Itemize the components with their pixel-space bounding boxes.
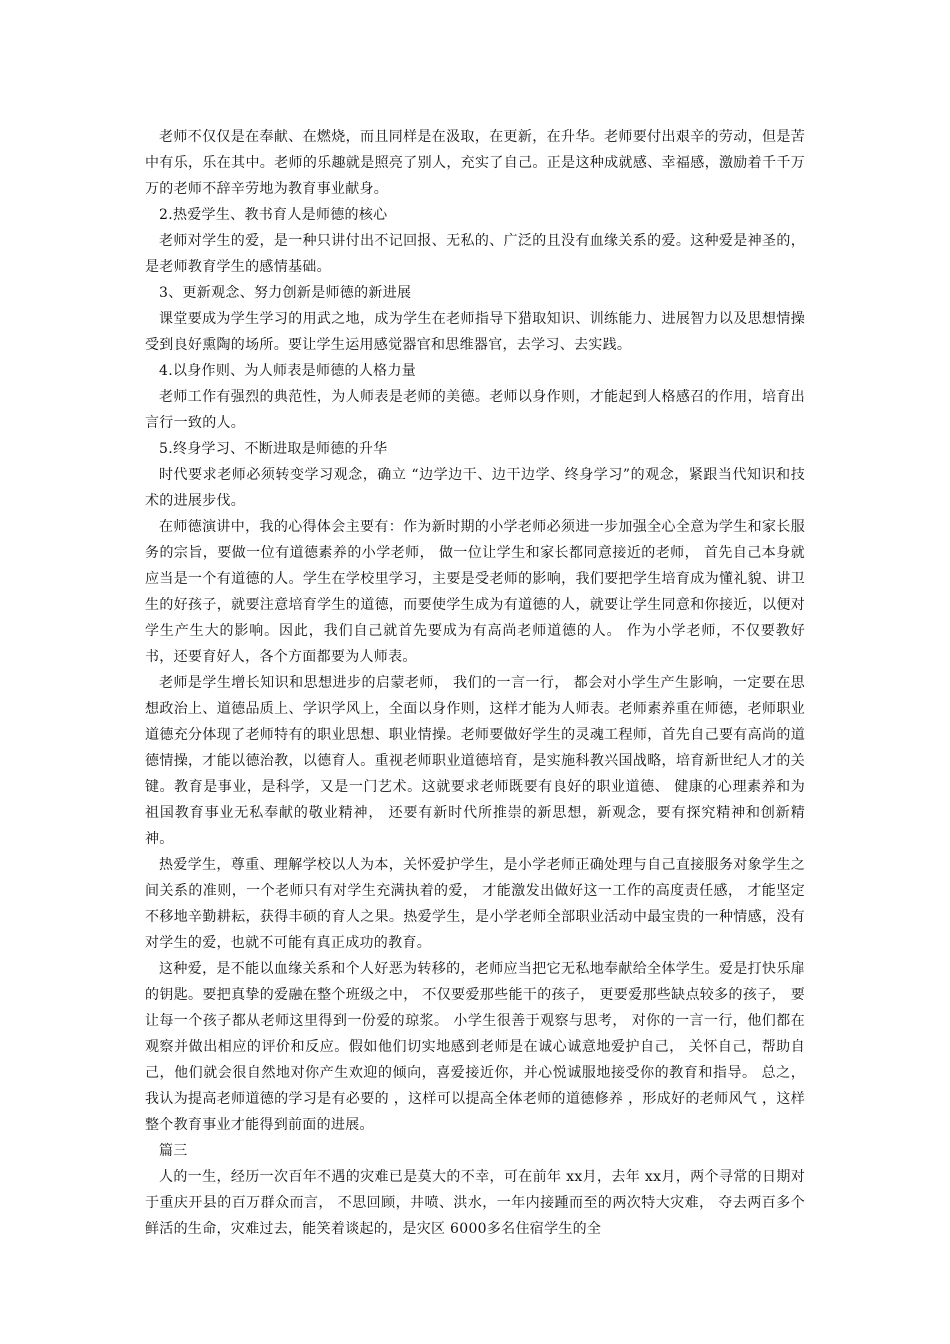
paragraph: 老师是学生增长知识和思想进步的启蒙老师， 我们的一言一行， 都会对小学生产生影响，一定要在思想政治上、道德品质上、学识学风上，全面以身作则，这样才能为人师表。老师素养重在师德，老师职业道德充分体现了老师特有的职业思想、职业情操。老师要做好学生的灵魂工程师，首先自己要有高尚的道德情操，才能以德治教，以德育人。重视老师职业道德培育，是实施科教兴国战略，培育新世纪人才的关键。教育是事业，是科学，又是一门艺术。这就要求老师既要有良好的职业道德、 健康的心理素养和为祖国教育事业无私奉献的敬业精神， 还要有新时代所推崇的新思想，新观念，要有探究精神和创新精神。 — [145, 675, 805, 847]
section-heading: 篇三 — [159, 1143, 188, 1159]
document-page — [145, 124, 805, 1242]
paragraph: 这种爱，是不能以血缘关系和个人好恶为转移的，老师应当把它无私地奉献给全体学生。爱是打快乐扉的钥匙。要把真挚的爱融在整个班级之中， 不仅要爱那些能干的孩子， 更要爱那些缺点较多的孩子， 要让每一个孩子都从老师这里得到一份爱的琼浆。 小学生很善于观察与思考， 对你的一言一行，他们都在观察并做出相应的评价和反应。假如他们切实地感到老师是在诚心诚意地爱护自己， 关怀自己，帮助自己，他们就会很自然地对你产生欢迎的倾向，喜爱接近你，并心悦诚服地接受你的教育和指导。 总之，我认为提高老师道德的学习是有必要的 ，这样可以提高全体老师的道德修养 ，形成好的老师风气 ，这样整个教育事业才能得到前面的进展。 — [145, 961, 805, 1133]
section-heading: 2.热爱学生、教书育人是师德的核心 — [159, 207, 388, 223]
paragraph: 热爱学生，尊重、理解学校以人为本，关怀爱护学生，是小学老师正确处理与自己直接服务对象学生之间关系的准则，一个老师只有对学生充满执着的爱， 才能激发出做好这一工作的高度责任感， 才能坚定不移地辛勤耕耘，获得丰硕的育人之果。热爱学生，是小学老师全部职业活动中最宝贵的一种情感，没有对学生的爱，也就不可能有真正成功的教育。 — [145, 857, 805, 951]
paragraph: 人的一生，经历一次百年不遇的灾难已是莫大的不幸，可在前年 xx月，去年 xx月，两个寻常的日期对于重庆开县的百万群众而言， 不思回顾，井喷、洪水，一年内接踵而至的两次特大灾难， 夺去两百多个鲜活的生命，灾难过去，能笑着谈起的，是灾区 6000多名住宿学生的全 — [145, 1169, 805, 1237]
paragraph: 老师不仅仅是在奉献、在燃烧，而且同样是在汲取，在更新，在升华。老师要付出艰辛的劳动，但是苦中有乐，乐在其中。老师的乐趣就是照亮了别人，充实了自己。正是这种成就感、幸福感，激励着千千万万的老师不辞辛劳地为教育事业献身。 — [145, 129, 805, 197]
paragraph: 在师德演讲中，我的心得体会主要有：作为新时期的小学老师必须进一步加强全心全意为学生和家长服务的宗旨，要做一位有道德素养的小学老师， 做一位让学生和家长都同意接近的老师， 首先自己本身就应当是一个有道德的人。学生在学校里学习，主要是受老师的影响，我们要把学生培育成为懂礼貌、讲卫生的好孩子，就要注意培育学生的道德，而要使学生成为有道德的人，就要让学生同意和你接近，以便对学生产生大的影响。因此，我们自己就首先要成为有高尚老师道德的人。 作为小学老师，不仅要教好书，还要育好人，各个方面都要为人师表。 — [145, 519, 805, 665]
paragraph: 时代要求老师必须转变学习观念，确立 “边学边干、边干边学、终身学习”的观念，紧跟当代知识和技术的进展步伐。 — [145, 467, 805, 509]
paragraph: 老师工作有强烈的典范性，为人师表是老师的美德。老师以身作则，才能起到人格感召的作用，培育出言行一致的人。 — [145, 389, 805, 431]
paragraph: 老师对学生的爱，是一种只讲付出不记回报、无私的、广泛的且没有血缘关系的爱。这种爱是神圣的，是老师教育学生的感情基础。 — [145, 233, 805, 275]
paragraph: 课堂要成为学生学习的用武之地，成为学生在老师指导下猎取知识、训练能力、进展智力以及思想情操受到良好熏陶的场所。要让学生运用感觉器官和思维器官，去学习、去实践。 — [145, 311, 805, 353]
section-heading: 5.终身学习、不断进取是师德的升华 — [159, 441, 388, 457]
section-heading: 3、更新观念、努力创新是师德的新进展 — [159, 285, 412, 301]
section-heading: 4.以身作则、为人师表是师德的人格力量 — [159, 363, 417, 379]
